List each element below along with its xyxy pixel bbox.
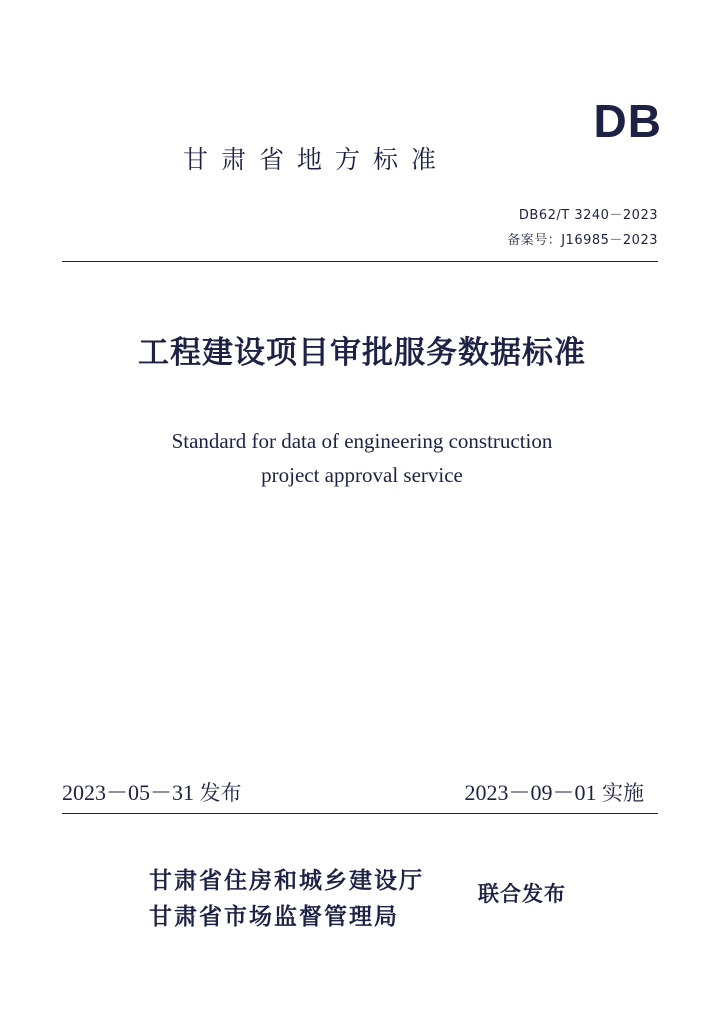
standard-category: 甘肃省地方标准 [183, 145, 450, 174]
standard-number: DB62/T 3240－2023 [518, 208, 658, 223]
publisher-housing-dept: 甘肃省住房和城乡建设厅 [149, 868, 424, 894]
issue-date: 2023－05－31 [62, 780, 195, 805]
english-title-line-2: project approval service [261, 463, 463, 487]
effective-label: 实施 [602, 781, 644, 805]
bottom-divider [62, 813, 658, 814]
effective-date-block [464, 782, 644, 804]
record-number: 备案号：J16985－2023 [507, 233, 658, 248]
joint-release-label: 联合发布 [478, 882, 566, 906]
publishers-block [149, 863, 424, 935]
top-divider [62, 261, 658, 262]
english-title-line-1: Standard for data of engineering construction [171, 429, 553, 453]
publisher-market-regulation: 甘肃省市场监督管理局 [149, 904, 399, 930]
issue-date-block [62, 782, 242, 804]
effective-date: 2023－09－01 [464, 780, 597, 805]
chinese-title: 工程建设项目审批服务数据标准 [138, 335, 586, 371]
issue-label: 发布 [199, 781, 242, 805]
db-logo: DB [593, 95, 662, 147]
english-title [0, 424, 724, 492]
